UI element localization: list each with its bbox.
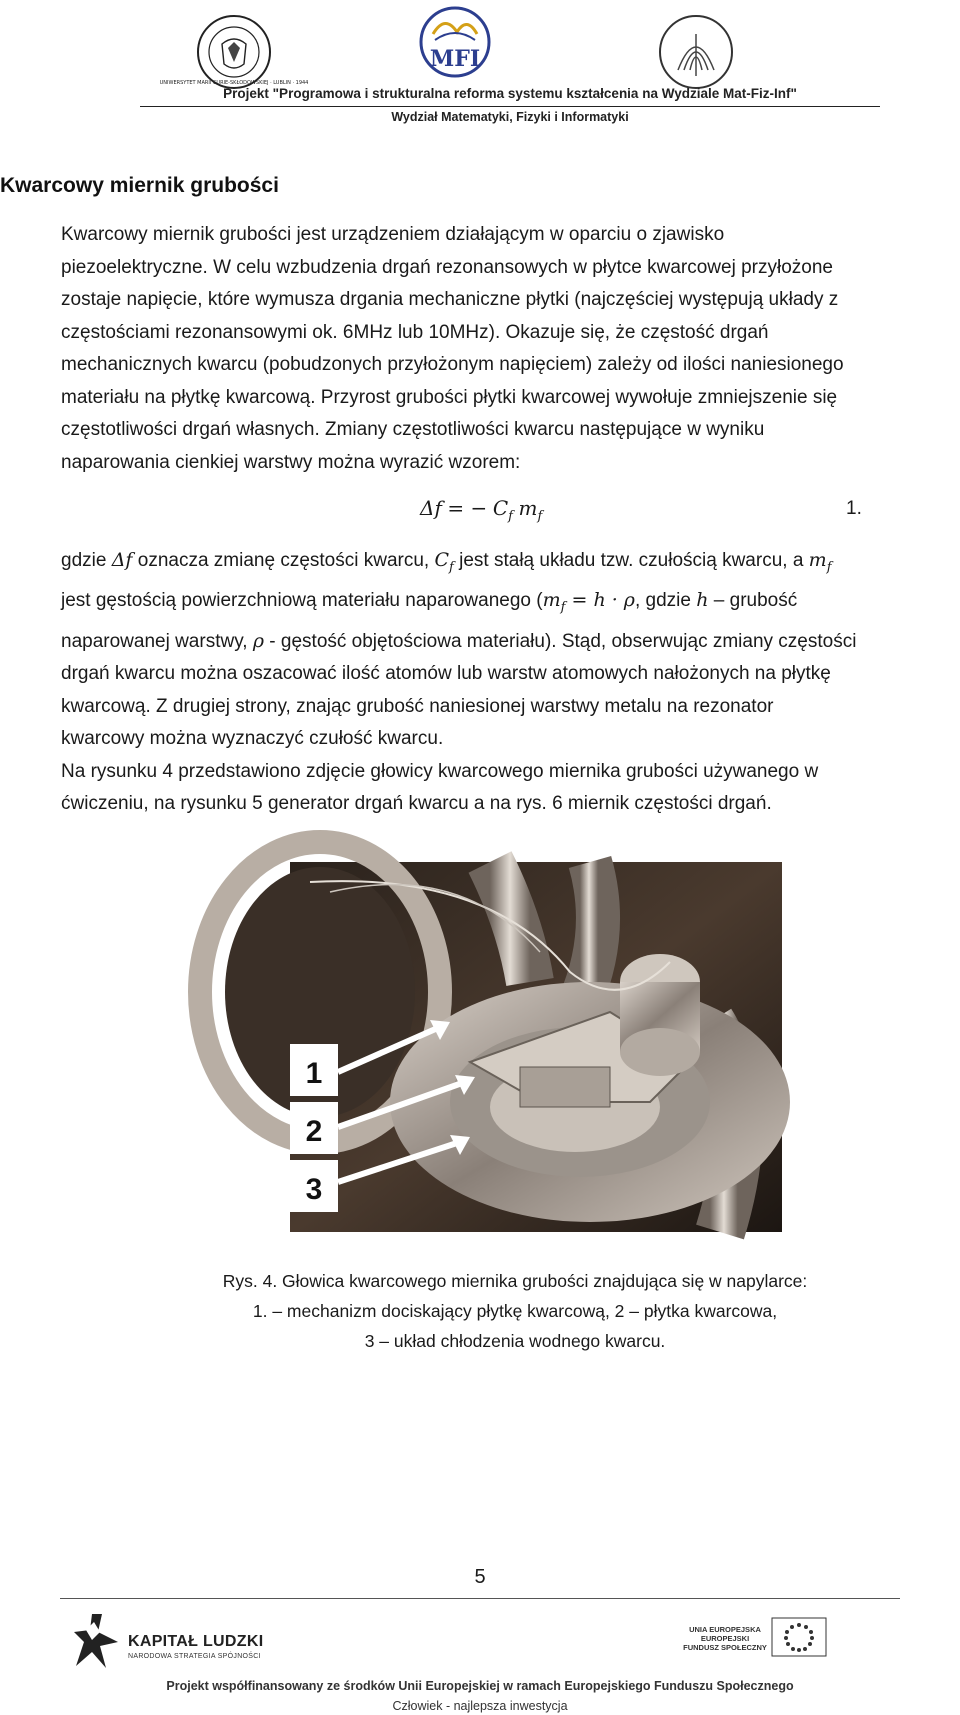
figure-caption-line: Rys. 4. Głowica kwarcowego miernika grubości znajdująca się w napylarce: xyxy=(222,1271,808,1291)
math-sub: f xyxy=(449,559,454,575)
text-line: zostaje napięcie, które wymusza drgania mechaniczne płytki (najczęściej występują układy z xyxy=(61,289,839,310)
formula-m: m xyxy=(518,496,538,520)
math-h-rho: = h · ρ xyxy=(565,589,635,612)
text-line: ćwiczeniu, na rysunku 5 generator drgań kwarcu a na rys. 6 miernik częstości drgań. xyxy=(61,793,772,815)
eu-line: FUNDUSZ SPOŁECZNY xyxy=(683,1643,767,1652)
text-line: piezoelektryczne. W celu wzbudzenia drgań rezonansowych w płytce kwarcowej przyłożone xyxy=(61,256,833,278)
footer-motto: Człowiek - najlepsza inwestycja xyxy=(392,1699,568,1713)
quartz-head-photo xyxy=(290,862,782,1232)
header-divider xyxy=(140,106,880,107)
math-m: m xyxy=(808,549,827,571)
eu-fund-label xyxy=(680,1625,770,1652)
kapital-ludzki-logo xyxy=(72,1612,122,1670)
text-span: jest gęstością powierzchniową materiału naparowanego ( xyxy=(61,590,543,612)
formula-c: C xyxy=(492,496,509,520)
text-span: jest stałą układu tzw. czułością kwarcu, a xyxy=(453,550,809,571)
text-line: częstotliwości drgań własnych. Zmiany częstotliwości kwarcu następujące w wyniku xyxy=(61,419,765,440)
paragraph-explanation xyxy=(61,544,951,821)
figure-caption-line: 3 – układ chłodzenia wodnego kwarcu. xyxy=(364,1331,666,1351)
umcs-logo-text: UNIWERSYTET MARII CURIE-SKŁODOWSKIEJ · LUBLIN · 1944 xyxy=(159,80,309,86)
formula-equals: = − xyxy=(447,496,488,520)
text-span: naparowanej warstwy, xyxy=(61,630,253,652)
math-sub: f xyxy=(560,600,566,616)
text-line: kwarcową. Z drugiej strony, znając grubość naniesionej warstwy metalu na rezonator xyxy=(61,695,774,717)
text-line: częstościami rezonansowymi ok. 6MHz lub 10MHz). Okazuje się, że częstość drgań xyxy=(61,321,769,343)
text-line: kwarcowy można wyznaczyć czułość kwarcu. xyxy=(61,728,444,750)
math-delta-f: Δf xyxy=(111,549,133,571)
text-span: oznacza zmianę częstości kwarcu, xyxy=(132,550,435,571)
page-number: 5 xyxy=(474,1566,486,1588)
math-c: C xyxy=(434,549,450,571)
text-line: Na rysunku 4 przedstawiono zdjęcie głowicy kwarcowego miernika grubości używanego w xyxy=(61,760,819,782)
text-span: - gęstość objętościowa materiału). Stąd, obserwując zmiany częstości xyxy=(264,630,857,652)
marker-2: 2 xyxy=(305,1115,323,1148)
footer-divider xyxy=(60,1598,900,1599)
text-line: drgań kwarcu można oszacować ilość atomów lub warstw atomowych nałożonych na płytkę xyxy=(61,663,831,685)
text-line: naparowania cienkiej warstwy można wyrazić wzorem: xyxy=(61,451,521,473)
eu-line: EUROPEJSKI xyxy=(700,1634,750,1643)
math-h: h xyxy=(696,589,709,612)
text-span: – grubość xyxy=(708,590,798,612)
text-line xyxy=(61,584,951,624)
formula-lhs: Δf xyxy=(420,496,442,520)
paragraph-intro xyxy=(61,219,951,479)
math-sub: f xyxy=(826,559,832,575)
text-line: materiału na płytkę kwarcową. Przyrost grubości płytki kwarcowej wywołuje zmniejszenie się xyxy=(61,386,838,408)
faculty-logo xyxy=(658,14,734,90)
formula-equation xyxy=(420,496,542,524)
formula-c-sub: f xyxy=(508,509,513,524)
header-faculty-line: Wydział Matematyki, Fizyki i Informatyki xyxy=(391,110,629,124)
math-m: m xyxy=(542,589,561,612)
text-line xyxy=(61,544,951,584)
mfi-logo xyxy=(405,6,505,86)
text-line: Kwarcowy miernik grubości jest urządzeniem działającym w oparciu o zjawisko xyxy=(61,224,725,245)
kapital-ludzki-title: KAPITAŁ LUDZKI xyxy=(128,1633,264,1650)
footer-project-line: Projekt współfinansowany ze środków Unii Europejskiej w ramach Europejskiego Funduszu Społecznego xyxy=(166,1679,794,1693)
text-span: gdzie xyxy=(61,550,112,571)
text-line: mechanicznych kwarcu (pobudzonych przyłożonym napięciem) zależy od ilości naniesionego xyxy=(61,354,844,375)
umcs-logo xyxy=(159,14,309,90)
eu-line: UNIA EUROPEJSKA xyxy=(689,1625,761,1634)
section-title: Kwarcowy miernik grubości xyxy=(0,174,279,197)
eu-flag-icon xyxy=(772,1618,826,1656)
header-project-line: Projekt "Programowa i strukturalna reforma systemu kształcenia na Wydziale Mat-Fiz-Inf" xyxy=(223,86,797,101)
figure-caption-line: 1. – mechanizm dociskający płytkę kwarcową, 2 – płytka kwarcowa, xyxy=(252,1301,778,1321)
marker-3: 3 xyxy=(305,1173,323,1206)
formula-m-sub: f xyxy=(537,509,543,524)
text-line xyxy=(61,625,951,659)
marker-1: 1 xyxy=(305,1057,323,1090)
kapital-ludzki-subtitle: NARODOWA STRATEGIA SPÓJNOŚCI xyxy=(128,1653,261,1660)
math-rho: ρ xyxy=(252,629,265,652)
mfi-logo-text: MFI xyxy=(429,46,481,72)
formula-number: 1. xyxy=(846,498,862,519)
text-span: , gdzie xyxy=(634,590,697,612)
